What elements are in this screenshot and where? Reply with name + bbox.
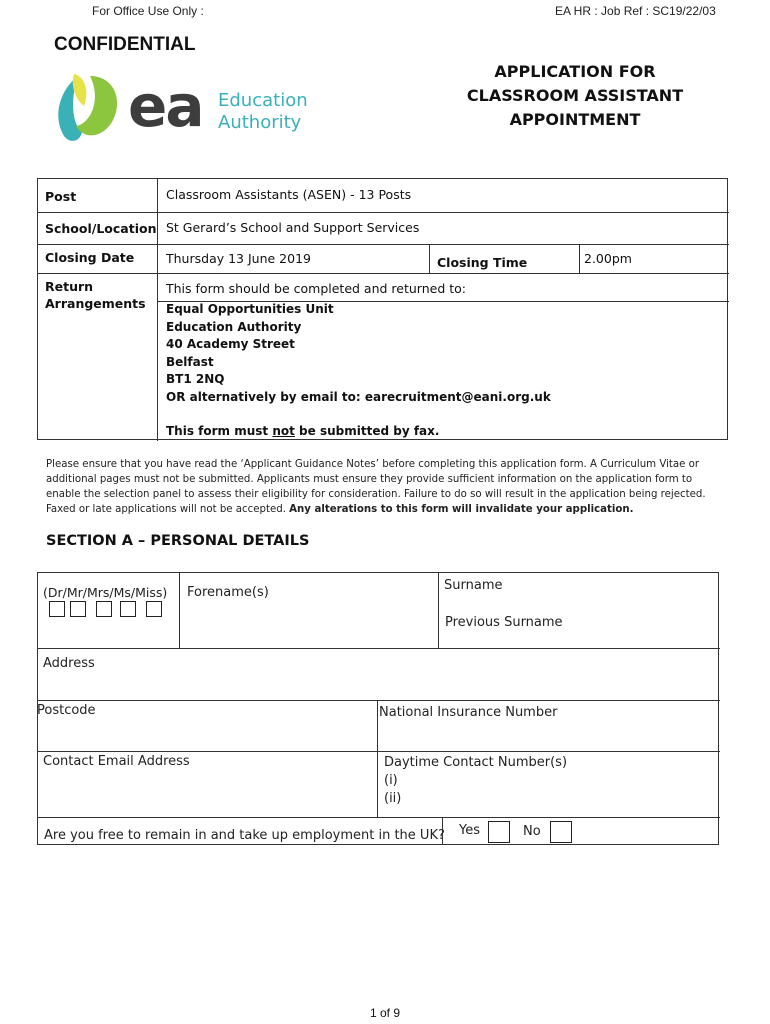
closing-date-label: Closing Date [45,250,135,265]
address-line: Equal Opportunities Unit [166,302,334,316]
fax-warning [166,424,439,438]
office-use-label: For Office Use Only : [92,4,204,18]
logo-line-education: Education [218,90,308,111]
personal-details-table [37,572,719,845]
email-line: OR alternatively by email to: earecruitment@eani.org.uk [166,389,551,404]
fax-warning-post: be submitted by fax. [294,424,440,438]
return-label-line-2: Arrangements [45,296,146,311]
contact-number-1: (i) [384,773,398,788]
closing-time-value: 2.00pm [584,251,632,266]
uk-no-checkbox[interactable] [550,821,572,843]
post-value: Classroom Assistants (ASEN) - 13 Posts [166,187,412,202]
ni-number-field[interactable]: National Insurance Number [379,705,558,720]
title-line-3: APPOINTMENT [509,110,641,129]
previous-surname-field[interactable]: Previous Surname [445,615,563,630]
fax-warning-pre: This form must [166,424,273,438]
logo-line-authority: Authority [218,112,302,133]
title-checkbox-mr[interactable] [70,601,86,617]
fax-warning-not: not [272,424,295,438]
guidance-warning: Any alterations to this form will invalidate your application. [289,504,634,515]
title-checkbox-dr[interactable] [49,601,65,617]
daytime-contact-label: Daytime Contact Number(s) [384,755,568,770]
yes-label: Yes [459,823,480,838]
email-field[interactable]: Contact Email Address [43,754,190,769]
education-authority-logo [50,70,330,150]
postcode-field[interactable]: Postcode [37,703,96,718]
title-options-label: (Dr/Mr/Mrs/Ms/Miss) [43,585,168,600]
guidance-text: Please ensure that you have read the ‘Applicant Guidance Notes’ before completing this application form. A Curriculum Vitae or additional pages must not be submitted. Applicants must ensure they provide sufficient information on the application form to enable the selection panel to assess their eligibility for consideration. Failure to do so will result in the application being rejected. Faxed or late applications will not be accepted. [46,459,706,515]
return-intro: This form should be completed and returned to: [166,281,466,296]
address-line: Belfast [166,354,214,369]
contact-number-2: (ii) [384,791,402,806]
title-checkbox-mrs[interactable] [96,601,112,617]
title-checkbox-ms[interactable] [120,601,136,617]
daytime-contact-field[interactable] [384,754,567,808]
closing-time-label: Closing Time [437,255,528,270]
address-line: Education Authority [166,319,302,334]
section-a-title: SECTION A – PERSONAL DETAILS [46,533,310,549]
surname-field[interactable]: Surname [444,578,503,593]
uk-yes-checkbox[interactable] [488,821,510,843]
confidential-heading: CONFIDENTIAL [54,34,196,55]
job-reference: EA HR : Job Ref : SC19/22/03 [555,4,716,18]
address-line: 40 Academy Street [166,337,295,351]
guidance-notes [46,457,716,517]
return-address [166,301,551,406]
address-line: BT1 2NQ [166,372,225,386]
title-line-2: CLASSROOM ASSISTANT [466,86,684,105]
school-value: St Gerard’s School and Support Services [166,220,420,235]
no-label: No [523,824,541,839]
forename-field[interactable]: Forename(s) [187,585,269,600]
address-field[interactable]: Address [43,656,95,671]
school-label: School/Location [45,221,157,236]
uk-employment-question: Are you free to remain in and take up employment in the UK? [44,828,445,843]
return-arrangements-label [45,278,146,312]
closing-date-value: Thursday 13 June 2019 [166,251,311,266]
return-label-line-1: Return [45,279,94,294]
page-number: 1 of 9 [369,1006,401,1020]
title-checkbox-miss[interactable] [146,601,162,617]
logo-leaf-icon [50,70,140,150]
logo-mark: ea [128,72,203,140]
post-label: Post [45,189,77,204]
title-line-1: APPLICATION FOR [494,62,656,81]
job-details-table [37,178,728,440]
application-title [440,60,710,132]
